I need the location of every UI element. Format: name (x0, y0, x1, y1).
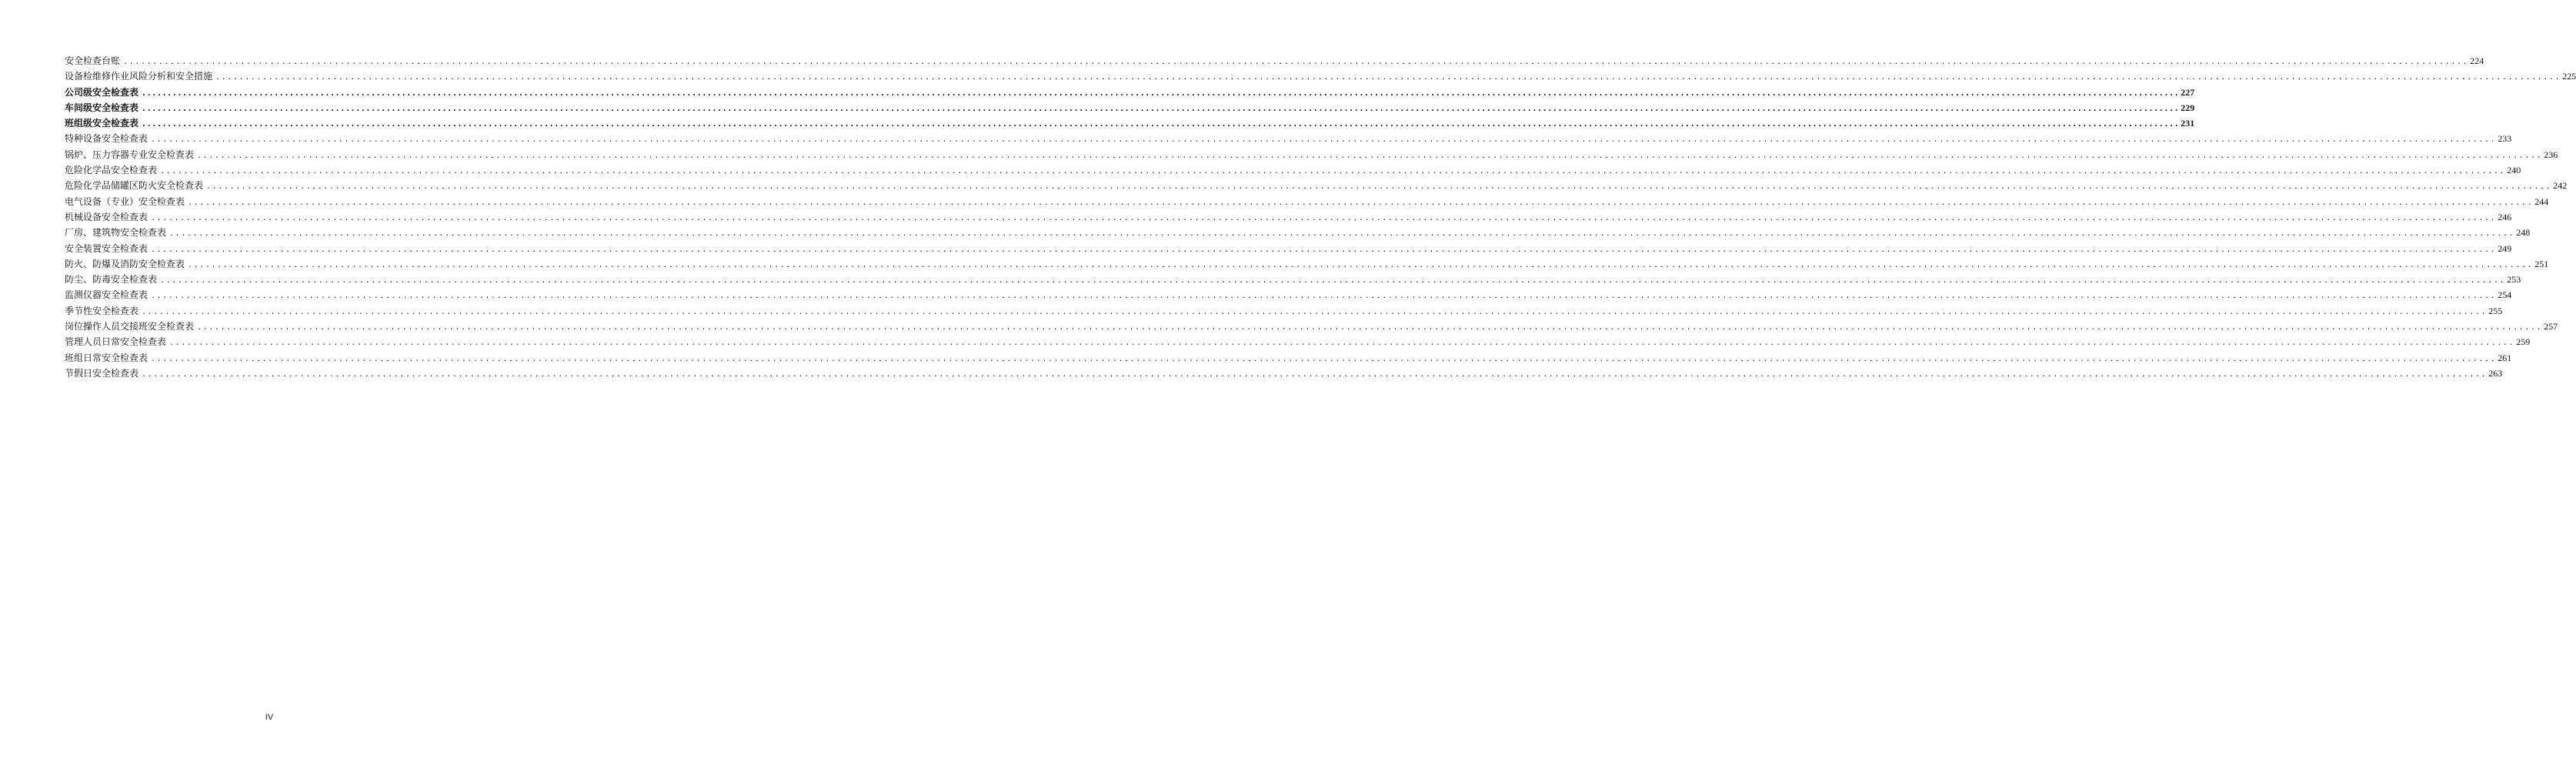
toc-entry[interactable] (65, 53, 2484, 69)
toc-entry-page: 263 (2488, 367, 2503, 379)
toc-entry-page: 227 (2181, 86, 2195, 98)
toc-entry[interactable] (65, 272, 2521, 287)
toc-entry[interactable] (65, 366, 2503, 381)
toc-entry[interactable] (65, 85, 2195, 100)
toc-entry-title: 特种设备安全检查表 (65, 133, 148, 145)
toc-entry-title: 安全检查台账 (65, 55, 121, 66)
toc-dot-leader: ................................................................................................................................................................................................................................................................................................................................................................................................................ (160, 167, 2506, 176)
toc-entry-title: 机械设备安全检查表 (65, 211, 148, 222)
toc-entry-title: 车间级安全检查表 (65, 102, 139, 113)
toc-dot-leader: ................................................................................................................................................................................................................................................................................................................................................................................................................ (197, 151, 2543, 160)
toc-entry[interactable] (65, 147, 2558, 162)
toc-entry[interactable] (65, 350, 2512, 366)
toc-entry-page: 229 (2181, 102, 2195, 113)
toc-entry-title: 班组日常安全检查表 (65, 352, 148, 363)
toc-entry-title: 电气设备（专业）安全检查表 (65, 196, 185, 207)
toc-entry-page: 248 (2516, 227, 2531, 239)
toc-dot-leader: ................................................................................................................................................................................................................................................................................................................................................................................................................ (142, 369, 2488, 379)
toc-entry[interactable] (65, 178, 2568, 193)
toc-entry-title: 锅炉、压力容器专业安全检查表 (65, 149, 195, 160)
toc-dot-leader: ................................................................................................................................................................................................................................................................................................................................................................................................................ (142, 104, 2180, 113)
toc-dot-leader: ................................................................................................................................................................................................................................................................................................................................................................................................................ (151, 292, 2497, 301)
toc-entry-page: 257 (2544, 321, 2558, 333)
toc-entry-page: 244 (2534, 196, 2549, 207)
toc-entry-title: 防火、防爆及消防安全检查表 (65, 258, 185, 269)
toc-entry-title: 危险化学品储罐区防火安全检查表 (65, 180, 204, 192)
toc-dot-leader: ................................................................................................................................................................................................................................................................................................................................................................................................................ (151, 213, 2497, 222)
toc-entry-title: 防尘、防毒安全检查表 (65, 274, 158, 286)
toc-dot-leader: ................................................................................................................................................................................................................................................................................................................................................................................................................ (123, 58, 2469, 66)
toc-entry-title: 安全装置安全检查表 (65, 242, 148, 254)
toc-entry-page: 251 (2534, 258, 2549, 269)
toc-entry-page: 259 (2516, 336, 2531, 348)
toc-entry-page: 231 (2181, 118, 2195, 129)
toc-entry-page: 233 (2498, 133, 2512, 145)
toc-entry-page: 261 (2498, 352, 2512, 363)
toc-dot-leader: ................................................................................................................................................................................................................................................................................................................................................................................................................ (197, 323, 2543, 333)
toc-entry[interactable] (65, 225, 2531, 240)
toc-entry-title: 岗位操作人员交接班安全检查表 (65, 321, 195, 333)
toc-entry-title: 管理人员日常安全检查表 (65, 336, 167, 348)
toc-dot-leader: ................................................................................................................................................................................................................................................................................................................................................................................................................ (188, 198, 2534, 207)
toc-entry[interactable] (65, 162, 2521, 178)
toc-entry-page: 253 (2507, 274, 2521, 286)
toc-entry[interactable] (65, 319, 2558, 334)
table-of-contents (65, 53, 2576, 381)
toc-entry-page: 254 (2498, 289, 2512, 301)
toc-dot-leader: ................................................................................................................................................................................................................................................................................................................................................................................................................ (206, 182, 2552, 192)
toc-dot-leader: ................................................................................................................................................................................................................................................................................................................................................................................................................ (151, 135, 2497, 145)
toc-entry-page: 224 (2470, 55, 2484, 66)
toc-dot-leader: ................................................................................................................................................................................................................................................................................................................................................................................................................ (160, 276, 2506, 286)
toc-entry[interactable] (65, 115, 2195, 131)
toc-entry[interactable] (65, 241, 2512, 256)
toc-entry[interactable] (65, 209, 2512, 225)
toc-entry-page: 225 (2562, 71, 2576, 82)
toc-dot-leader: ................................................................................................................................................................................................................................................................................................................................................................................................................ (142, 89, 2180, 98)
toc-entry-page: 246 (2498, 211, 2512, 222)
toc-dot-leader: ................................................................................................................................................................................................................................................................................................................................................................................................................ (151, 245, 2497, 254)
page-number: IV (265, 713, 274, 722)
toc-entry-page: 255 (2488, 305, 2503, 316)
toc-entry-page: 242 (2553, 180, 2568, 192)
toc-entry-page: 236 (2544, 149, 2558, 160)
toc-dot-leader: ................................................................................................................................................................................................................................................................................................................................................................................................................ (151, 354, 2497, 363)
toc-entry-title: 设备检维修作业风险分析和安全措施 (65, 71, 213, 82)
toc-entry-title: 季节性安全检查表 (65, 305, 139, 316)
toc-entry[interactable] (65, 256, 2549, 272)
toc-dot-leader: ................................................................................................................................................................................................................................................................................................................................................................................................................ (188, 260, 2534, 269)
toc-entry[interactable] (65, 194, 2549, 209)
toc-entry-title: 班组级安全检查表 (65, 118, 139, 129)
toc-entry[interactable] (65, 287, 2512, 302)
toc-entry-title: 公司级安全检查表 (65, 86, 139, 98)
toc-entry-title: 节假日安全检查表 (65, 367, 139, 379)
toc-dot-leader: ................................................................................................................................................................................................................................................................................................................................................................................................................ (215, 73, 2561, 82)
toc-entry[interactable] (65, 69, 2576, 84)
toc-dot-leader: ................................................................................................................................................................................................................................................................................................................................................................................................................ (169, 339, 2515, 348)
toc-entry-title: 危险化学品安全检查表 (65, 165, 158, 176)
toc-entry-page: 240 (2507, 165, 2521, 176)
toc-entry[interactable] (65, 100, 2195, 115)
toc-entry-title: 监测仪器安全检查表 (65, 289, 148, 301)
toc-entry[interactable] (65, 131, 2512, 146)
toc-entry-page: 249 (2498, 242, 2512, 254)
toc-entry[interactable] (65, 334, 2531, 349)
toc-entry[interactable] (65, 303, 2503, 319)
toc-dot-leader: ................................................................................................................................................................................................................................................................................................................................................................................................................ (142, 120, 2180, 129)
toc-entry-title: 厂房、建筑物安全检查表 (65, 227, 167, 239)
toc-dot-leader: ................................................................................................................................................................................................................................................................................................................................................................................................................ (169, 229, 2515, 239)
toc-dot-leader: ................................................................................................................................................................................................................................................................................................................................................................................................................ (142, 307, 2488, 316)
